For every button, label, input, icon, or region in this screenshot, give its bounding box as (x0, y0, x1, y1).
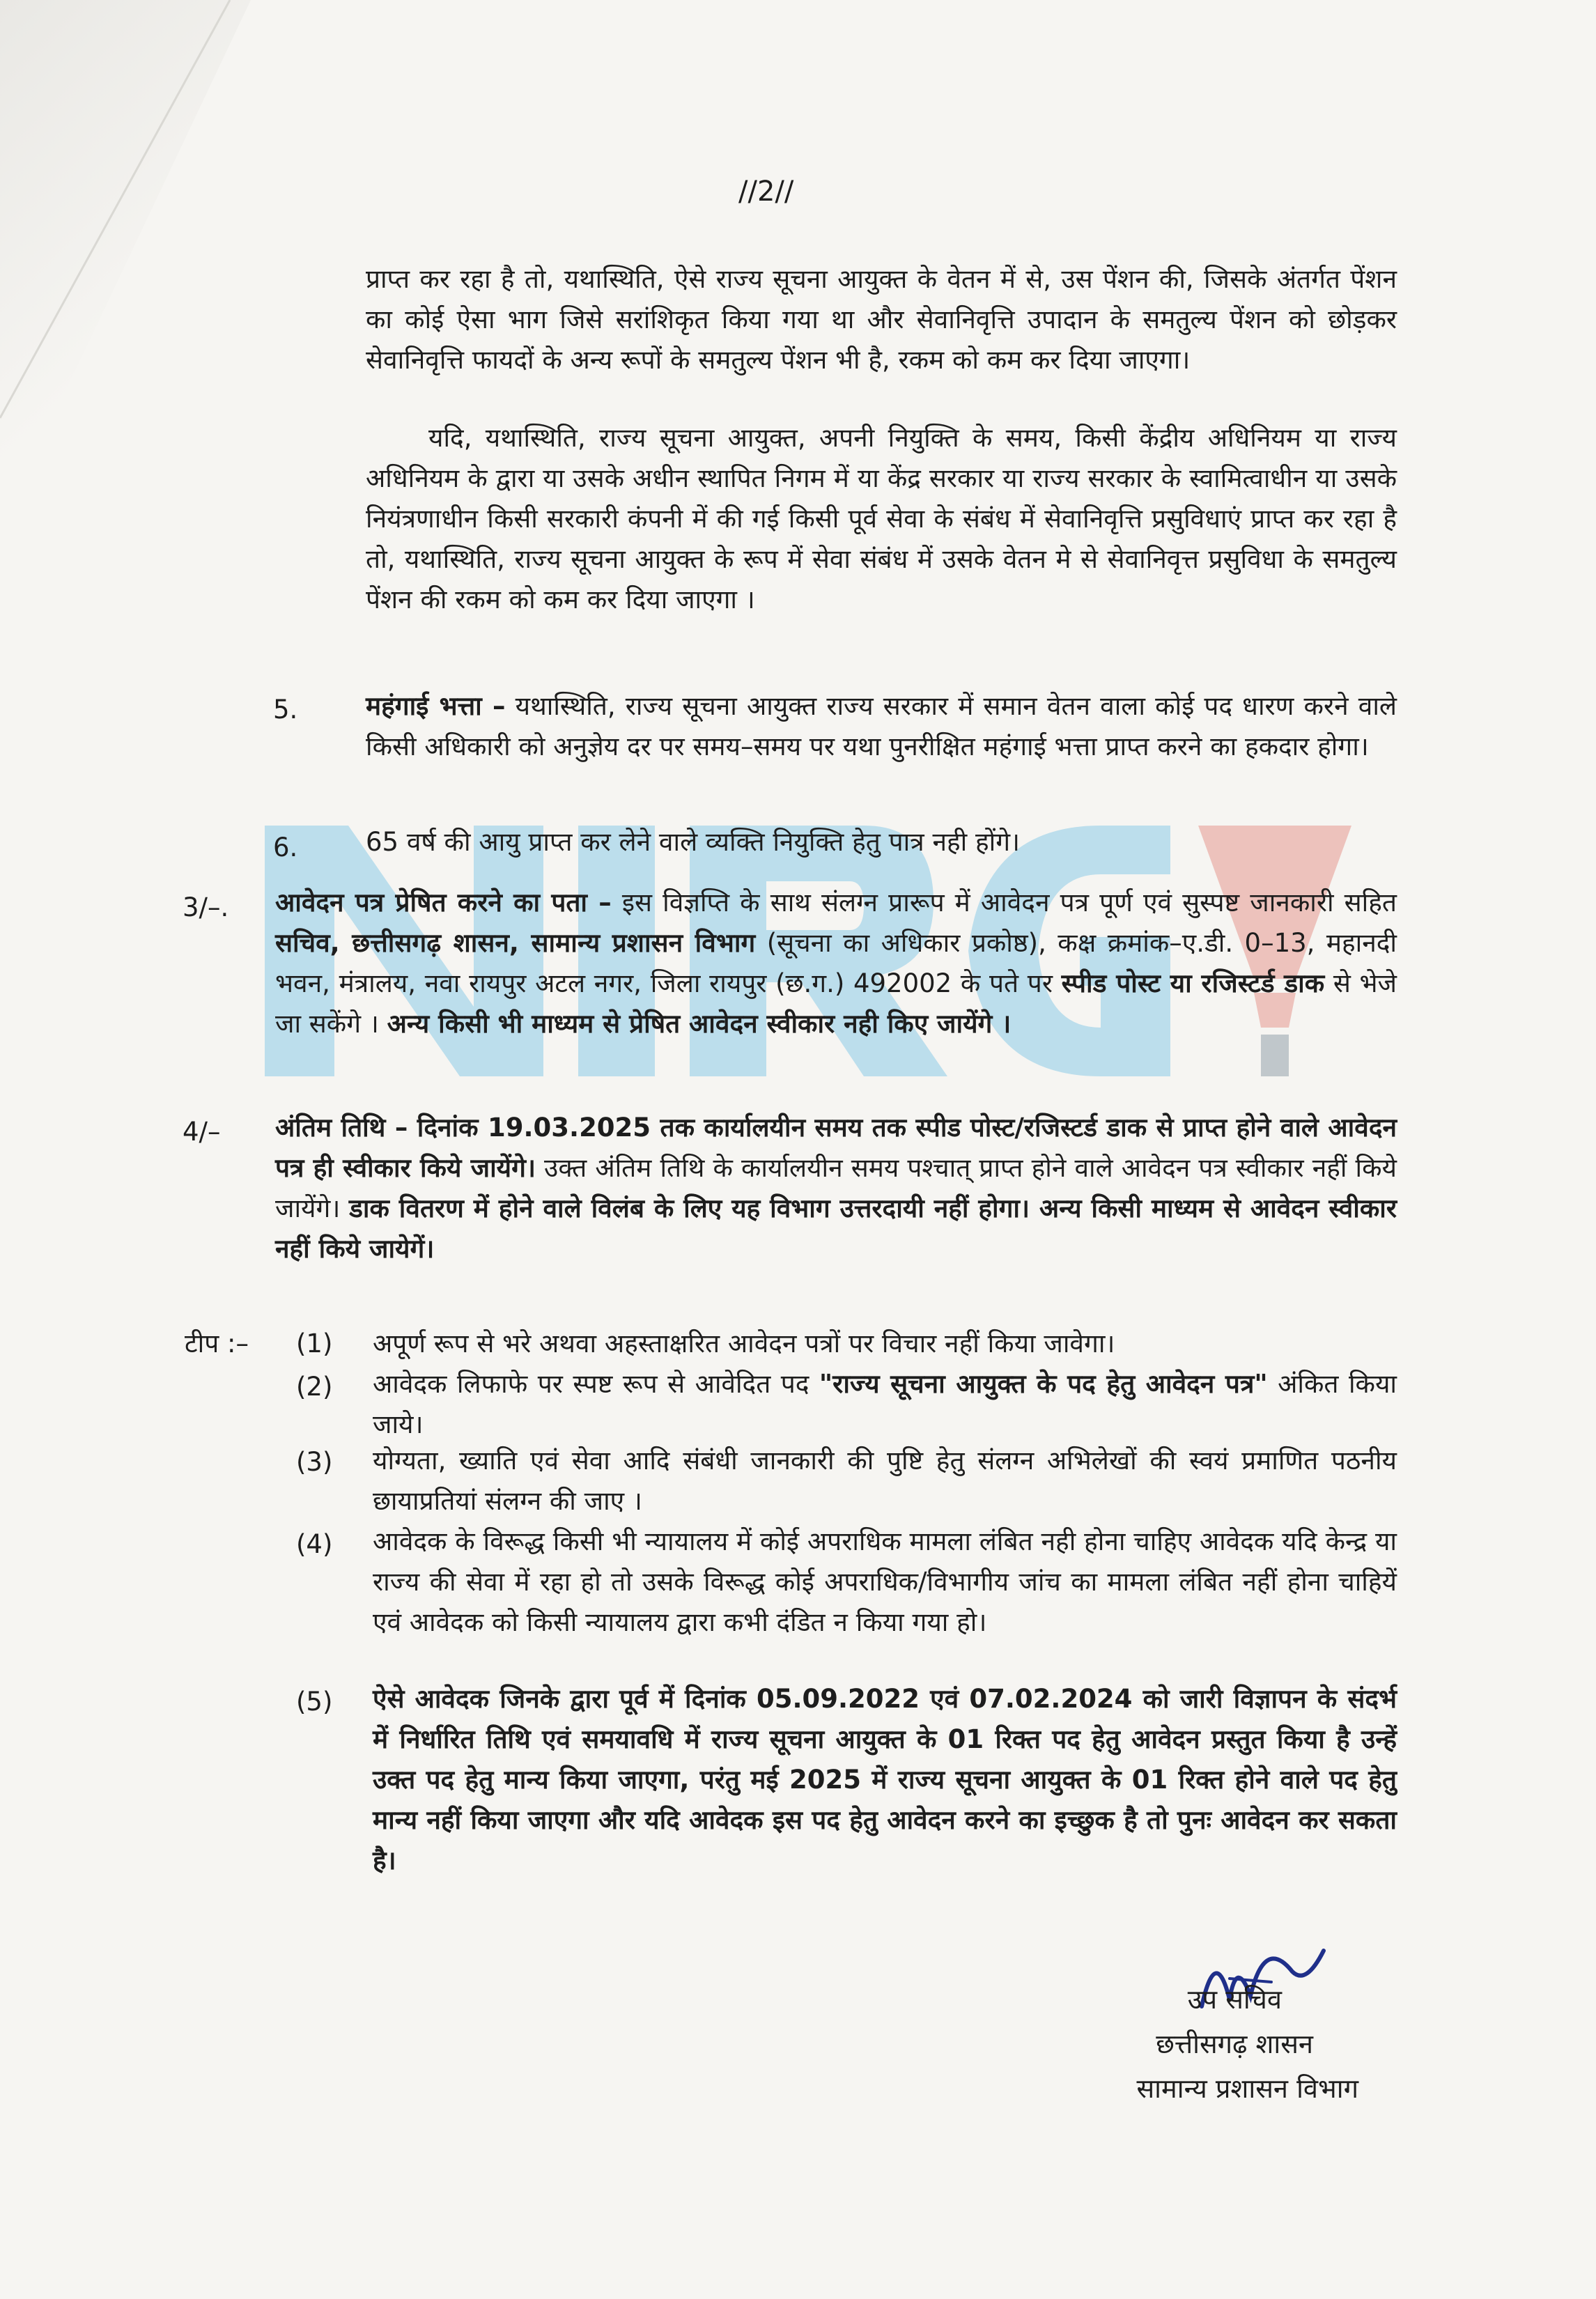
section-4-delay-note: डाक वितरण में होने वाले विलंब के लिए यह विभाग उत्तरदायी नहीं होगा। अन्य किसी माध्यम से आवेदन स्वीकार नहीं किये जायेगें। (275, 1193, 1397, 1264)
item-5-title: महंगाई भत्ता – (366, 691, 506, 721)
item-6-text: 65 वर्ष की आयु प्राप्त कर लेने वाले व्यक्ति नियुक्ति हेतु पात्र नही होंगे। (366, 827, 1021, 857)
section-3-other-medium: अन्य किसी भी माध्यम से प्रेषित आवेदन स्वीकार नही किए जायेंगे । (387, 1009, 1012, 1039)
section-3-secretary: सचिव, छत्तीसगढ़ शासन, सामान्य प्रशासन विभाग (275, 928, 756, 958)
section-3-number: 3/–. (183, 892, 229, 922)
note-2-envelope-label: "राज्य सूचना आयुक्त के पद हेतु आवेदन पत्र" (819, 1369, 1268, 1399)
signatory-department: सामान्य प्रशासन विभाग (1136, 2073, 1358, 2104)
note-1-number: (1) (296, 1329, 333, 1358)
section-3-text-a: इस विज्ञप्ति के साथ संलग्न प्रारूप में आवेदन पत्र पूर्ण एवं सुस्पष्ट जानकारी सहित (611, 888, 1397, 918)
section-4-text-a: उक्त अंतिम तिथि के कार्यालयीन समय पश्चात् प्राप्त होने वाले आवेदन पत्र स्वीकार नहीं किये जायेंगे। (275, 1153, 1397, 1223)
item-5-text (366, 686, 1397, 767)
note-2-text-c: अंकित किया जाये। (373, 1369, 1397, 1439)
note-3-text: योग्यता, ख्याति एवं सेवा आदि संबंधी जानकारी की पुष्टि हेतु संलग्न अभिलेखों की स्वयं प्रमाणित पठनीय छायाप्रतियां संलग्न की जाए । (373, 1446, 1397, 1516)
section-3-text (275, 883, 1397, 1044)
notes-label: टीप :– (185, 1329, 249, 1358)
paragraph-pension-continue: प्राप्त कर रहा है तो, यथास्थिति, ऐसे राज्य सूचना आयुक्त के वेतन में से, उस पेंशन की, जिसके अंतर्गत पेंशन का कोई ऐसा भाग जिसे सरांशिकृत किया गया था और सेवानिवृत्ति उपादान के समतुल्य पेंशन को छोड़कर सेवानिवृत्ति फायदों के अन्य रूपों के समतुल्य पेंशन भी है, रकम को कम कर दिया जाएगा। (366, 264, 1397, 375)
signatory-designation: उप सचिव (1187, 1984, 1282, 2015)
note-3-number: (3) (296, 1447, 333, 1477)
section-4-title: अंतिम तिथि – (275, 1113, 408, 1143)
note-1-text: अपूर्ण रूप से भरे अथवा अहस्ताक्षरित आवेदन पत्रों पर विचार नहीं किया जावेगा। (373, 1329, 1115, 1358)
section-4-number: 4/– (183, 1117, 221, 1147)
note-2-number: (2) (296, 1372, 333, 1402)
note-5-text: ऐसे आवेदक जिनके द्वारा पूर्व में दिनांक 05.09.2022 एवं 07.02.2024 को जारी विज्ञापन के संदर्भ में निर्धारित तिथि एवं समयावधि में राज्य सूचना आयुक्त के 01 रिक्त पद हेतु आवेदन प्रस्तुत किया है उन्हें उक्त पद हेतु मान्य किया जाएगा, परंतु मई 2025 में राज्य सूचना आयुक्त के 01 रिक्त होने वाले पद हेतु मान्य नहीं किया जाएगा और यदि आवेदक इस पद हेतु आवेदन करने का इच्छुक है तो पुनः आवेदन कर सकता है। (373, 1684, 1397, 1875)
section-3-text-c: से भेजे जा सकेंगे । (275, 968, 1397, 1039)
paragraph-retirement-benefits: यदि, यथास्थिति, राज्य सूचना आयुक्त, अपनी नियुक्ति के समय, किसी केंद्रीय अधिनियम या राज्य अधिनियम के द्वारा या उसके अधीन स्थापित निगम में या केंद्र सरकार या राज्य सरकार के स्वामित्वाधीन या उसके नियंत्रणाधीन किसी सरकारी कंपनी में की गई किसी पूर्व सेवा के संबंध में सेवानिवृत्ति प्रसुविधाएं प्राप्त कर रहा है तो, यथास्थिति, राज्य सूचना आयुक्त के रूप में सेवा संबंध में उसके वेतन मे से सेवानिवृत्त प्रसुविधा के समतुल्य पेंशन की रकम को कम कर दिया जाएगा । (366, 423, 1397, 614)
section-3-speed-post: स्पीड पोस्ट या रजिस्टर्ड डाक (1061, 968, 1325, 998)
item-5-body: यथास्थिति, राज्य सूचना आयुक्त राज्य सरकार में समान वेतन वाला कोई पद धारण करने वाले किसी अधिकारी को अनुज्ञेय दर पर समय–समय पर यथा पुनरीक्षित महंगाई भत्ता प्राप्त करने का हकदार होगा। (366, 691, 1397, 761)
signatory-government: छत्तीसगढ़ शासन (1156, 2029, 1313, 2059)
note-4-number: (4) (296, 1529, 333, 1559)
item-5-number: 5. (273, 695, 298, 725)
section-4-last-date: दिनांक 19.03.2025 तक कार्यालयीन समय तक स्पीड पोस्ट/रजिस्टर्ड डाक से प्राप्त होने वाले आवेदन पत्र ही स्वीकार किये जायेंगे। (275, 1113, 1397, 1183)
page-corner-shadow (0, 0, 251, 529)
note-2-text-a: आवेदक लिफाफे पर स्पष्ट रूप से आवेदित पद (373, 1369, 819, 1399)
note-5-number: (5) (296, 1687, 333, 1717)
section-4-text (275, 1108, 1397, 1269)
section-3-title: आवेदन पत्र प्रेषित करने का पता – (275, 888, 612, 918)
note-4-text: आवेदक के विरूद्ध किसी भी न्यायालय में कोई अपराधिक मामला लंबित नही होना चाहिए आवेदक यदि केन्द्र या राज्य की सेवा में रहा हो तो उसके विरूद्ध कोई अपराधिक/विभागीय जांच का मामला लंबित नहीं होना चाहियें एवं आवेदक को किसी न्यायालय द्वारा कभी दंडित न किया गया हो। (373, 1526, 1397, 1637)
note-2-text (373, 1364, 1397, 1445)
item-6-number: 6. (273, 833, 298, 862)
page-number: //2// (738, 176, 794, 208)
section-3-text-b: (सूचना का अधिकार प्रकोष्ठ), कक्ष क्रमांक–ए.डी. 0–13, महानदी भवन, मंत्रालय, नवा रायपुर अटल नगर, जिला रायपुर (छ.ग.) 492002 के पते पर (275, 928, 1397, 998)
